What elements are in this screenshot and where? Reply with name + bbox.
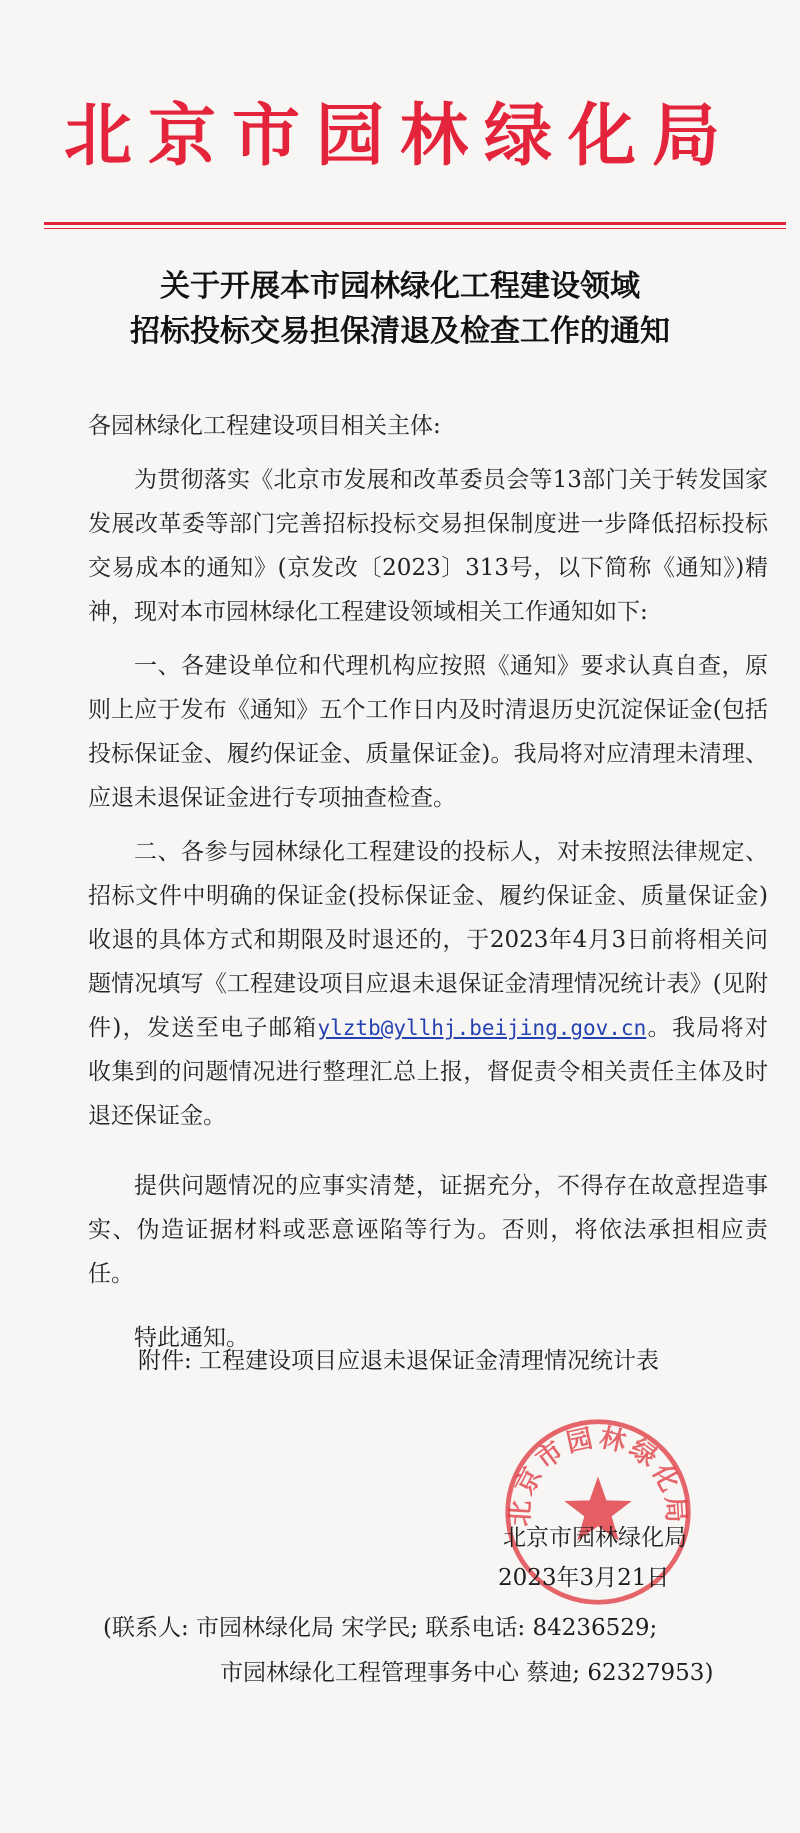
- seal-text: 北京市园林绿化局: [505, 1422, 691, 1528]
- paragraph-liability: 提供问题情况的应事实清楚，证据充分，不得存在故意捏造事实、伪造证据材料或恶意诬陷等行为。否则，将依法承担相应责任。: [88, 1173, 768, 1287]
- paragraph-item-2-text-b: 。我局将对收集到的问题情况进行整理汇总上报，督促责令相关责任主体及时退还保证金。: [88, 1015, 768, 1129]
- issuing-authority-header: 北京市园林绿化局: [63, 97, 736, 176]
- document-body: [88, 400, 768, 1360]
- signing-authority: 北京市园林绿化局: [503, 1525, 687, 1551]
- paragraph-item-1: 一、各建设单位和代理机构应按照《通知》要求认真自查，原则上应于发布《通知》五个工作日内及时清退历史沉淀保证金(包括投标保证金、履约保证金、质量保证金)。我局将对应清理未清理、应退未退保证金进行专项抽查检查。: [88, 653, 768, 811]
- addressee: 各园林绿化工程建设项目相关主体:: [88, 413, 441, 439]
- header-rule-thin: [44, 228, 786, 229]
- document-title-line-1: 关于开展本市园林绿化工程建设领域: [160, 269, 640, 304]
- contact-line-2: 市园林绿化工程管理事务中心 蔡迪; 62327953): [220, 1660, 714, 1686]
- header-rule-thick: [44, 222, 786, 225]
- closing-phrase: 特此通知。: [134, 1325, 249, 1351]
- document-title: [0, 264, 800, 354]
- email-link[interactable]: ylztb@yllhj.beijing.gov.cn: [317, 1016, 647, 1040]
- paragraph-item-2: [88, 830, 768, 1138]
- paragraph-purpose: 为贯彻落实《北京市发展和改革委员会等13部门关于转发国家发展改革委等部门完善招标投标交易担保制度进一步降低招标投标交易成本的通知》(京发改〔2023〕313号，以下简称《通知》)精神，现对本市园林绿化工程建设领域相关工作通知如下:: [88, 467, 768, 625]
- document-title-line-2: 招标投标交易担保清退及检查工作的通知: [130, 314, 670, 349]
- signing-date: 2023年3月21日: [498, 1565, 670, 1591]
- contact-info: [103, 1606, 713, 1696]
- attachment-line: 附件: 工程建设项目应退未退保证金清理情况统计表: [138, 1348, 660, 1374]
- paragraph-item-2-text-a: 二、各参与园林绿化工程建设的投标人，对未按照法律规定、招标文件中明确的保证金(投标保证金、履约保证金、质量保证金)收退的具体方式和期限及时退还的，于2023年4月3日前将相关问题情况填写《工程建设项目应退未退保证金清理情况统计表》(见附件)，发送至电子邮箱: [88, 839, 768, 1041]
- contact-line-1: (联系人: 市园林绿化局 宋学民; 联系电话: 84236529;: [103, 1615, 658, 1641]
